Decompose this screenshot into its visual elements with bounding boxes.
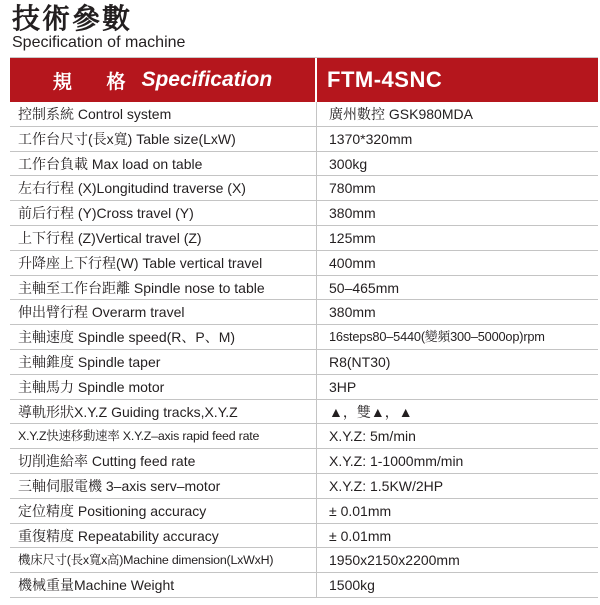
table-row bbox=[10, 276, 598, 301]
table-row bbox=[10, 499, 598, 524]
spec-label: 機床尺寸(長x寬x高)Machine dimension(LxWxH) bbox=[10, 548, 317, 572]
spec-value: 380mm bbox=[329, 304, 376, 321]
spec-value: X.Y.Z: 5m/min bbox=[329, 428, 416, 445]
table-row bbox=[10, 152, 598, 177]
spec-value: 400mm bbox=[329, 254, 376, 271]
spec-label: 導軌形狀X.Y.Z Guiding tracks,X.Y.Z bbox=[10, 400, 317, 424]
spec-value: 125mm bbox=[329, 229, 376, 246]
spec-label: 主軸馬力 Spindle motor bbox=[10, 375, 317, 399]
spec-label: 主軸速度 Spindle speed(R、P、M) bbox=[10, 325, 317, 349]
table-row bbox=[10, 176, 598, 201]
spec-label: 主軸至工作台距離 Spindle nose to table bbox=[10, 276, 317, 300]
header-model-cell bbox=[317, 58, 598, 102]
spec-value: ± 0.01mm bbox=[329, 527, 392, 544]
table-row bbox=[10, 300, 598, 325]
spec-label: 重復精度 Repeatability accuracy bbox=[10, 524, 317, 548]
spec-label: 定位精度 Positioning accuracy bbox=[10, 499, 317, 523]
table-row bbox=[10, 251, 598, 276]
spec-label: 機械重量Machine Weight bbox=[10, 573, 317, 597]
table-row bbox=[10, 350, 598, 375]
spec-value: ± 0.01mm bbox=[329, 502, 392, 519]
table-row bbox=[10, 573, 598, 598]
spec-table-body bbox=[10, 102, 598, 598]
spec-value: 1950x2150x2200mm bbox=[329, 552, 460, 569]
table-row bbox=[10, 524, 598, 549]
spec-value: 1370*320mm bbox=[329, 130, 413, 147]
spec-value: 廣州數控 GSK980MDA bbox=[329, 106, 473, 122]
table-row bbox=[10, 127, 598, 152]
spec-value: 16steps80–5440(變頻300–5000op)rpm bbox=[329, 329, 545, 345]
table-row bbox=[10, 400, 598, 425]
spec-value: 300kg bbox=[329, 155, 368, 172]
spec-table bbox=[10, 57, 598, 598]
header-model: FTM-4SNC bbox=[327, 67, 443, 92]
table-row bbox=[10, 449, 598, 474]
table-row bbox=[10, 102, 598, 127]
spec-value: 780mm bbox=[329, 180, 376, 197]
spec-label: 主軸錐度 Spindle taper bbox=[10, 350, 317, 374]
header-spec-cell bbox=[10, 58, 317, 102]
spec-value: X.Y.Z: 1.5KW/2HP bbox=[329, 477, 444, 494]
spec-label: 上下行程 (Z)Vertical travel (Z) bbox=[10, 226, 317, 250]
spec-label: 控制系統 Control system bbox=[10, 102, 317, 126]
table-row bbox=[10, 548, 598, 573]
spec-value: X.Y.Z: 1-1000mm/min bbox=[329, 453, 464, 470]
table-row bbox=[10, 424, 598, 449]
spec-table-header bbox=[10, 58, 598, 102]
header-label-en: Specification bbox=[141, 68, 273, 91]
table-row bbox=[10, 325, 598, 350]
spec-value: ▲，雙▲，▲ bbox=[329, 403, 413, 420]
spec-label: 前后行程 (Y)Cross travel (Y) bbox=[10, 201, 317, 225]
table-row bbox=[10, 226, 598, 251]
page-title-en: Specification of machine bbox=[12, 34, 186, 51]
spec-value: 50–465mm bbox=[329, 279, 400, 296]
spec-value: 1500kg bbox=[329, 577, 375, 594]
spec-value: 380mm bbox=[329, 205, 376, 222]
spec-value: 3HP bbox=[329, 378, 357, 395]
table-row bbox=[10, 201, 598, 226]
spec-value: R8(NT30) bbox=[329, 353, 391, 370]
spec-label: 工作台負載 Max load on table bbox=[10, 152, 317, 176]
table-row bbox=[10, 375, 598, 400]
page-title-zh: 技術參數 bbox=[12, 2, 133, 35]
spec-label: 切削進給率 Cutting feed rate bbox=[10, 449, 317, 473]
spec-label: 工作台尺寸(長x寬) Table size(LxW) bbox=[10, 127, 317, 151]
spec-label: 左右行程 (X)Longitudind traverse (X) bbox=[10, 176, 317, 200]
header-label-zh: 規 格 bbox=[52, 70, 140, 93]
table-row bbox=[10, 474, 598, 499]
spec-label: 升降座上下行程(W) Table vertical travel bbox=[10, 251, 317, 275]
spec-label: X.Y.Z快速移動速率 X.Y.Z–axis rapid feed rate bbox=[10, 424, 317, 448]
spec-label: 伸出臂行程 Overarm travel bbox=[10, 300, 317, 324]
spec-label: 三軸伺服電機 3–axis serv–motor bbox=[10, 474, 317, 498]
